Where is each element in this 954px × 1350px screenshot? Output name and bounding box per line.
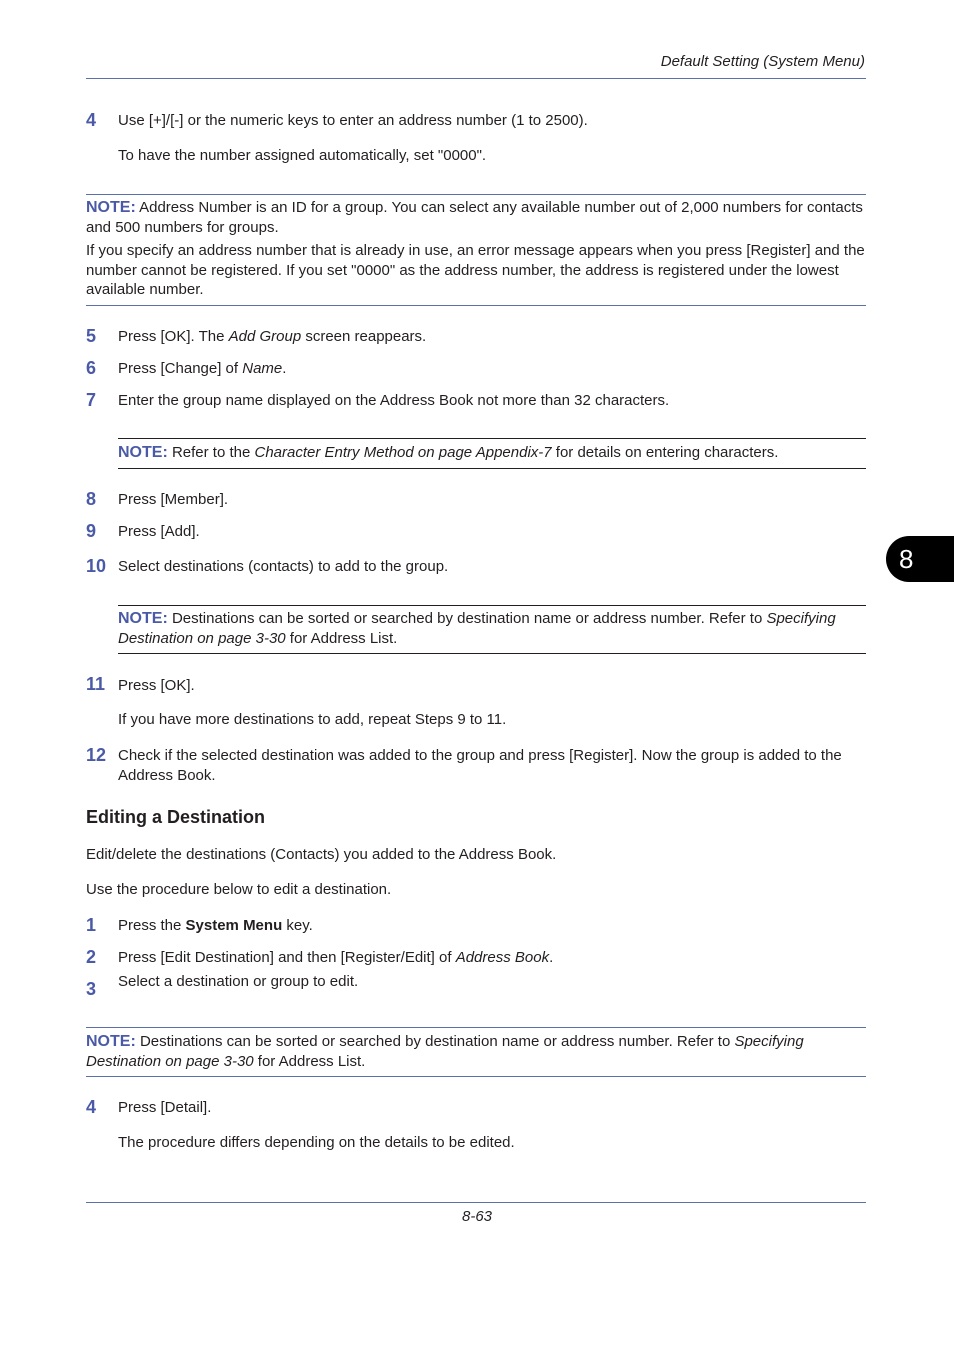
note-rule-bottom [86,305,866,306]
intro-text: Edit/delete the destinations (Contacts) you added to the Address Book. [86,846,557,863]
step-text: Enter the group name displayed on the Address Book not more than 32 characters. [118,392,670,409]
key-name: System Menu [185,917,283,934]
reference-link[interactable]: Character Entry Method on page Appendix-7 [254,444,552,461]
note-rule-bottom [118,468,866,469]
step-text: Use [+]/[-] or the numeric keys to enter an address number (1 to 2500). [118,112,588,129]
running-header: Default Setting (System Menu) [660,53,865,70]
step-number: 6 [86,358,97,378]
chapter-tab[interactable]: 8 [886,536,954,582]
step-text: Press [OK]. The Add Group screen reappears. [118,328,427,345]
step-text: Check if the selected destination was added to the group and press [Register]. Now the group is added to the Address Book. [118,747,842,784]
note-paragraph: If you specify an address number that is already in use, an error message appears when you press [Register] and the number cannot be registered. If you set "0000" as the address number, the address is registered under the lowest available number. [86,242,865,298]
step-text: Press [Add]. [118,523,200,540]
note-box [86,198,866,237]
step-number: 4 [86,1097,97,1117]
header-rule [86,78,866,79]
reference-link[interactable]: Specifying Destination on page 3-30 [118,610,836,647]
note-box: NOTE: Destinations can be sorted or searched by destination name or address number. Refer to Specifying Destination on page 3-30 for Address List. [118,610,836,647]
step-text: Select destinations (contacts) to add to the group. [118,558,449,575]
note-label: NOTE: [118,610,168,627]
step-number: 9 [86,521,97,541]
note-rule-top [86,1027,866,1028]
step-text: Press [Detail]. [118,1099,212,1116]
step-number: 10 [86,556,107,576]
step-text: Press [Member]. [118,491,229,508]
step-text: Press [Change] of Name. [118,360,287,377]
step-number: 11 [86,674,106,694]
step-number: 7 [86,390,97,410]
note-text: Address Number is an ID for a group. You can select any available number out of 2,000 numbers for contacts and 500 numbers for groups. [86,199,863,236]
step-text: Press [OK]. [118,677,195,694]
note-rule-bottom [86,1076,866,1077]
step-number: 2 [86,947,97,967]
note-label: NOTE: [86,199,136,216]
note-rule-top [118,438,866,439]
step-number: 3 [86,979,97,999]
step-text: Press the System Menu key. [118,917,313,934]
note-box: NOTE: Destinations can be sorted or searched by destination name or address number. Refer to Specifying Destination on page 3-30 for Address List. [86,1033,804,1070]
step-number: 12 [86,745,107,765]
step-number: 8 [86,489,97,509]
step-number: 4 [86,110,97,130]
menu-name: Address Book [455,949,550,966]
note-label: NOTE: [86,1033,136,1050]
step-number: 5 [86,326,97,346]
field-name: Name [242,360,283,377]
step-text: Select a destination or group to edit. [118,973,359,990]
note-rule-bottom [118,653,866,654]
note-rule-top [118,605,866,606]
note-box: NOTE: Refer to the Character Entry Method on page Appendix-7 for details on entering characters. [118,444,779,461]
step-subtext: If you have more destinations to add, repeat Steps 9 to 11. [118,711,507,728]
step-text: Press [Edit Destination] and then [Register/Edit] of Address Book. [118,949,554,966]
step-subtext: To have the number assigned automatically, set "0000". [118,147,487,164]
step-number: 1 [86,915,97,935]
step-subtext: The procedure differs depending on the details to be edited. [118,1134,515,1151]
page-number: 8-63 [461,1208,493,1225]
screen-name: Add Group [228,328,302,345]
note-label: NOTE: [118,444,168,461]
intro-text: Use the procedure below to edit a destination. [86,881,392,898]
note-rule-top [86,194,866,195]
section-heading: Editing a Destination [86,807,266,827]
footer-rule [86,1202,866,1203]
reference-link[interactable]: Specifying Destination on page 3-30 [86,1033,804,1070]
